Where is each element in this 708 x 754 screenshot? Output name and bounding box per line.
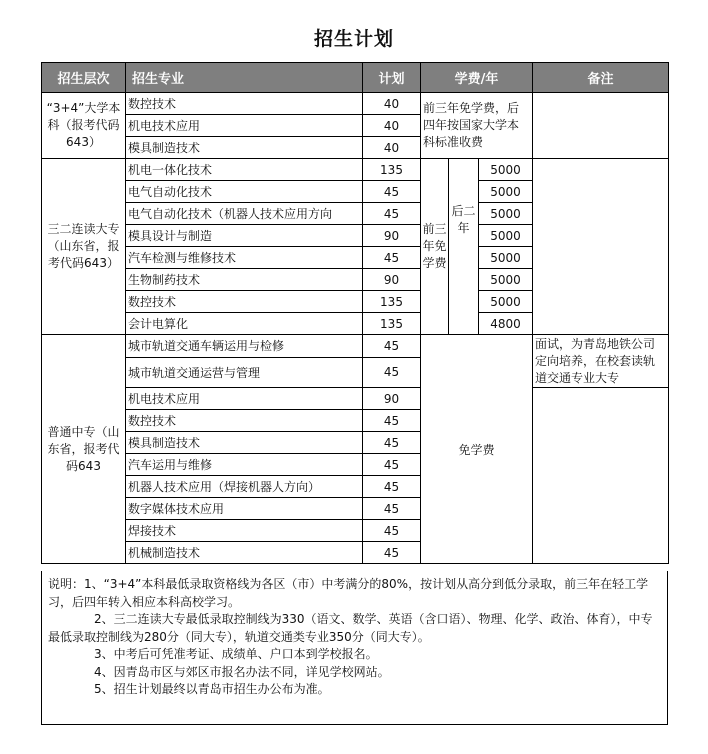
plan-cell: 135 bbox=[363, 159, 421, 181]
fee-free-cell: 免学费 bbox=[421, 335, 533, 564]
major-cell: 会计电算化 bbox=[126, 313, 363, 335]
fee-cell: 5000 bbox=[479, 181, 533, 203]
plan-cell: 45 bbox=[363, 520, 421, 542]
fee-cell: 5000 bbox=[479, 247, 533, 269]
remark-cell bbox=[533, 159, 669, 335]
note-4: 4、因青岛市区与郊区市报名办法不同，详见学校网站。 bbox=[94, 664, 390, 679]
major-cell: 汽车运用与维修 bbox=[126, 454, 363, 476]
major-cell: 模具制造技术 bbox=[126, 432, 363, 454]
fee-cell: 5000 bbox=[479, 291, 533, 313]
plan-cell: 45 bbox=[363, 410, 421, 432]
plan-cell: 45 bbox=[363, 476, 421, 498]
major-cell: 机电一体化技术 bbox=[126, 159, 363, 181]
major-cell: 汽车检测与维修技术 bbox=[126, 247, 363, 269]
remark-empty-cell bbox=[533, 388, 669, 564]
table-row bbox=[42, 93, 669, 115]
major-cell: 电气自动化技术 bbox=[126, 181, 363, 203]
header-level: 招生层次 bbox=[42, 63, 126, 93]
plan-cell: 45 bbox=[363, 542, 421, 564]
major-cell: 机电技术应用 bbox=[126, 388, 363, 410]
fee-front-cell: 前三年免学费 bbox=[421, 159, 449, 335]
plan-cell: 45 bbox=[363, 357, 421, 387]
level-cell: 普通中专（山东省，报考代码643 bbox=[42, 335, 126, 564]
major-cell: 模具制造技术 bbox=[126, 137, 363, 159]
major-cell: 城市轨道交通运营与管理 bbox=[126, 357, 363, 387]
major-cell: 数字媒体技术应用 bbox=[126, 498, 363, 520]
remark-cell bbox=[533, 93, 669, 159]
plan-cell: 40 bbox=[363, 115, 421, 137]
major-cell: 模具设计与制造 bbox=[126, 225, 363, 247]
major-cell: 数控技术 bbox=[126, 93, 363, 115]
plan-cell: 45 bbox=[363, 454, 421, 476]
plan-cell: 45 bbox=[363, 498, 421, 520]
header-plan: 计划 bbox=[363, 63, 421, 93]
notes-box bbox=[41, 571, 668, 725]
fee-cell: 5000 bbox=[479, 269, 533, 291]
major-cell: 城市轨道交通车辆运用与检修 bbox=[126, 335, 363, 358]
plan-cell: 40 bbox=[363, 93, 421, 115]
major-cell: 数控技术 bbox=[126, 410, 363, 432]
table-header-row bbox=[42, 63, 669, 93]
major-cell: 焊接技术 bbox=[126, 520, 363, 542]
header-major: 招生专业 bbox=[126, 63, 363, 93]
header-remark: 备注 bbox=[533, 63, 669, 93]
table-row bbox=[42, 159, 669, 181]
fee-cell: 5000 bbox=[479, 159, 533, 181]
note-3: 3、中考后可凭准考证、成绩单、户口本到学校报名。 bbox=[94, 647, 378, 661]
fee-cell: 4800 bbox=[479, 313, 533, 335]
table-row bbox=[42, 388, 669, 410]
plan-cell: 135 bbox=[363, 291, 421, 313]
plan-cell: 45 bbox=[363, 432, 421, 454]
enrollment-plan-table bbox=[41, 62, 669, 564]
major-cell: 数控技术 bbox=[126, 291, 363, 313]
note-1: 说明：1、“3+4”本科最低录取资格线为各区（市）中考满分的80%，按计划从高分到低分录取，前三年在轻工学习，后四年转入相应本科高校学习。 bbox=[48, 577, 649, 609]
plan-cell: 90 bbox=[363, 269, 421, 291]
note-5: 5、招生计划最终以青岛市招生办公布为准。 bbox=[94, 682, 330, 696]
page-title: 招生计划 bbox=[313, 28, 394, 50]
fee-cell: 5000 bbox=[479, 203, 533, 225]
plan-cell: 45 bbox=[363, 247, 421, 269]
table-row bbox=[42, 335, 669, 358]
plan-cell: 135 bbox=[363, 313, 421, 335]
plan-cell: 45 bbox=[363, 335, 421, 358]
fee-cell: 5000 bbox=[479, 225, 533, 247]
major-cell: 电气自动化技术（机器人技术应用方向 bbox=[126, 203, 363, 225]
level-cell: 三二连读大专（山东省，报考代码643） bbox=[42, 159, 126, 335]
plan-cell: 40 bbox=[363, 137, 421, 159]
level-cell: “3+4”大学本科（报考代码643） bbox=[42, 93, 126, 159]
plan-cell: 90 bbox=[363, 225, 421, 247]
fee-note-cell: 前三年免学费，后四年按国家大学本科标准收费 bbox=[421, 93, 533, 159]
major-cell: 生物制药技术 bbox=[126, 269, 363, 291]
remark-cell: 面试，为青岛地铁公司定向培养，在校套读轨道交通专业大专 bbox=[533, 335, 669, 388]
header-fee: 学费/年 bbox=[421, 63, 533, 93]
major-cell: 机器人技术应用（焊接机器人方向） bbox=[126, 476, 363, 498]
plan-cell: 45 bbox=[363, 203, 421, 225]
note-2: 2、三二连读大专最低录取控制线为330（语文、数学、英语（含口语）、物理、化学、政治、体育），中专最低录取控制线为280分（同大专），轨道交通类专业350分（同大专）。 bbox=[48, 612, 653, 644]
major-cell: 机械制造技术 bbox=[126, 542, 363, 564]
fee-back-cell: 后二年 bbox=[449, 159, 479, 335]
plan-cell: 45 bbox=[363, 181, 421, 203]
plan-cell: 90 bbox=[363, 388, 421, 410]
major-cell: 机电技术应用 bbox=[126, 115, 363, 137]
